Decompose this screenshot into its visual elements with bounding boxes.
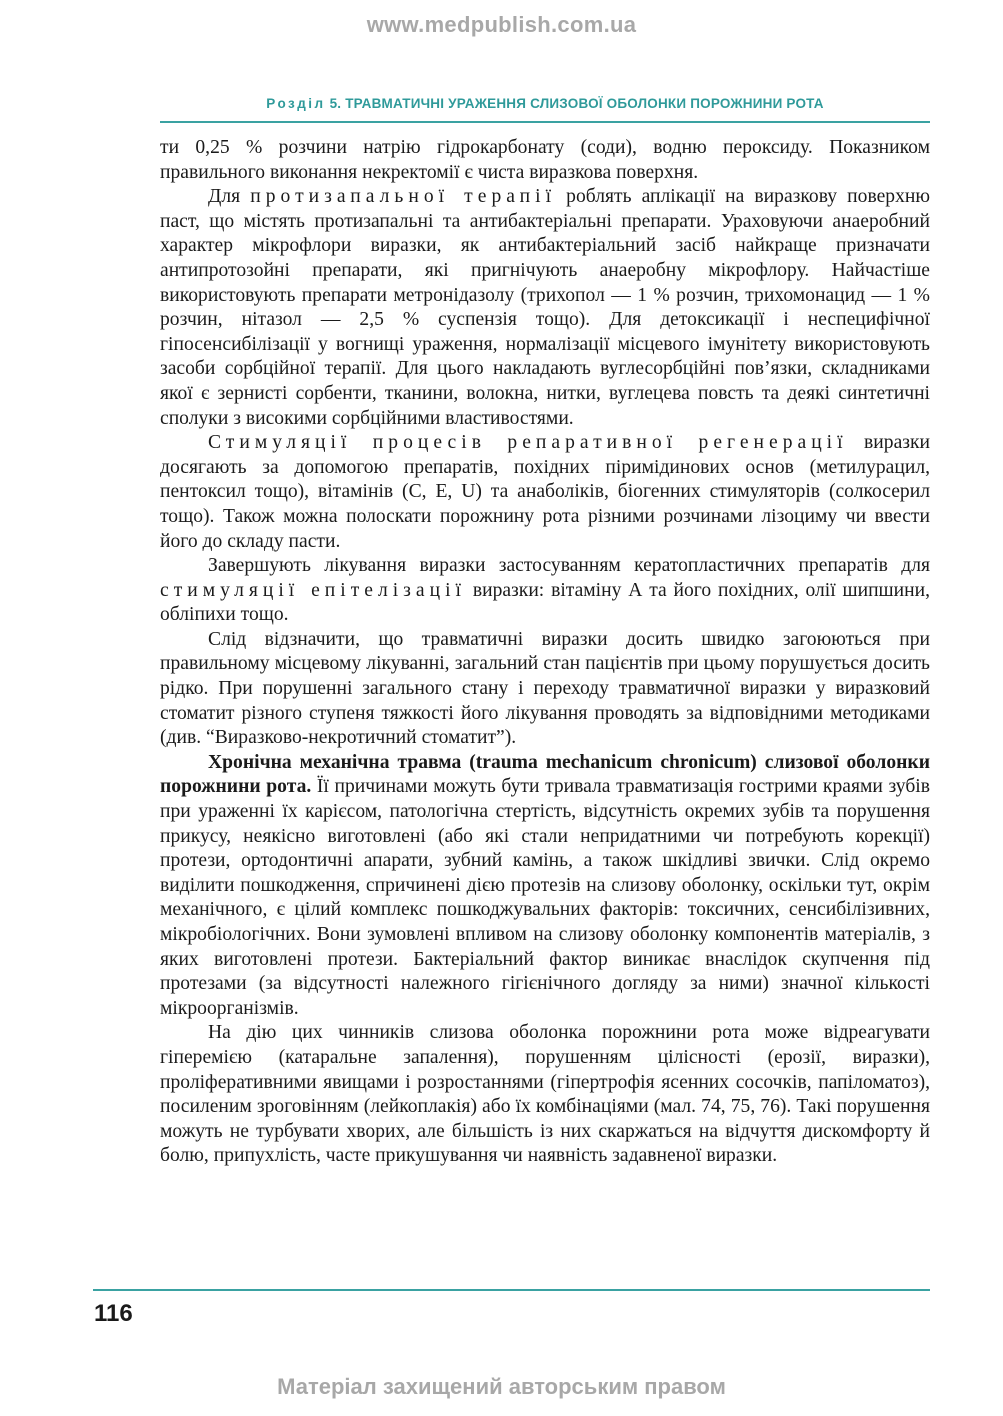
paragraph-4-emphasis: стимуляції епітелізації — [160, 579, 466, 601]
paragraph-3-emphasis: Стимуляції процесів репаративної регенерації — [208, 432, 848, 454]
paragraph-6-heading: Хронічна механічна травма (trauma mechanicum chronicum) слизової оболонки порожнини рота. — [160, 751, 930, 798]
paragraph-3 — [160, 431, 930, 554]
running-head-section-word: Розділ — [266, 96, 326, 111]
paragraph-7: На дію цих чинників слизова оболонка порожнини рота може відреагувати гіперемією (катаральне запалення), порушенням цілісності (ерозії, виразки), проліферативними явищами і розростаннями (гіпертрофія ясенних сосочків, папіломатоз), посиленим зроговінням (лейкоплакія) або їх комбінаціями (мал. 74, 75, 76). Такі порушення можуть не турбувати хворих, але більшість із них скаржаться на відчуття дискомфорту й болю, припухлість, часте прикушування чи наявність задавненої виразки. — [160, 1022, 930, 1167]
paragraph-4 — [160, 554, 930, 628]
paragraph-6 — [160, 751, 930, 1022]
paragraph-4-text: виразки: вітаміну А та його похідних, олії шипшини, обліпихи тощо. — [160, 579, 930, 626]
running-head-title: 5. ТРАВМАТИЧНІ УРАЖЕННЯ СЛИЗОВОЇ ОБОЛОНКИ ПОРОЖНИНИ РОТА — [329, 96, 824, 111]
watermark-top: www.medpublish.com.ua — [366, 12, 637, 37]
running-head — [160, 96, 930, 111]
paragraph-2-text: роблять аплікації на виразкову поверхню паст, що містять протизапальні та антибактеріальні препарати. Ураховуючи анаеробний характер мікрофлори виразки, як антибактеріальний засіб найкраще призначати антипротозойні препарати, які пригнічують анаеробну мікрофлору. Найчастіше використовують препарати метронідазолу (трихопол — 1 % розчин, трихомонацид — 1 % розчин, нітазол — 2,5 % суспензія тощо). Для детоксикації і неспецифічної гіпосенсибілізації у вогнищі ураження, нормалізації місцевого імунітету використовують засоби сорбційної терапії. Для цього накладають вуглесорбційні пов’язки, складниками якої є зернисті сорбенти, тканини, волокна, нитки, вуглецева повсть та деякі синтетичні сполуки з високими сорбційними властивостями. — [160, 186, 931, 429]
body-text — [160, 136, 930, 1169]
page-number: 116 — [94, 1300, 133, 1327]
paragraph-2-lead: Для — [208, 186, 251, 208]
header-divider — [160, 121, 930, 123]
paragraph-2 — [160, 185, 930, 431]
paragraph-2-emphasis: протизапальної терапії — [250, 186, 557, 208]
footer-divider — [93, 1289, 930, 1291]
watermark-bottom: Матеріал захищений авторським правом — [277, 1374, 726, 1399]
paragraph-4-lead: Завершують лікування виразки застосуванням кератопластичних препаратів для — [208, 555, 930, 577]
paragraph-3-text: виразки досягають за допомогою препаратів, похідних піримідинових основ (метилурацил, пентоксил тощо), вітамінів (С, Е, U) та анаболіків, біогенних стимуляторів (солкосерил тощо). Також можна полоскати порожнину рота різними розчинами лізоциму чи ввести його до складу пасти. — [160, 432, 931, 552]
paragraph-1: ти 0,25 % розчини натрію гідрокарбонату (соди), водню пероксиду. Показником правильного виконання некректомії є чиста виразкова поверхня. — [160, 137, 930, 183]
paragraph-5: Слід відзначити, що травматичні виразки досить швидко загоюються при правильному місцевому лікуванні, загальний стан пацієнтів при цьому порушується досить рідко. При порушенні загального стану і переходу травматичної виразки у виразковий стоматит різного ступеня тяжкості його лікування проводять за відповідними методиками (див. “Виразково-некротичний стоматит”). — [160, 628, 930, 749]
paragraph-6-text: Її причинами можуть бути тривала травматизація гострими краями зубів при ураженні їх карієсом, патологічна стертість, відсутність окремих зубів та порушення прикусу, неякісно виготовлені (або які стали непридатними чи потребують корекції) протези, ортодонтичні апарати, зубний камінь, а також шкідливі звички. Слід окремо виділити пошкодження, спричинені дією протезів на слизову оболонку, оскільки тут, окрім механічного, є цілий комплекс пошкоджувальних факторів: токсичних, сенсибілізивних, мікробіологічних. Вони зумовлені впливом на слизову оболонку компонентів матеріалів, з яких виготовлені протези. Бактеріальний фактор виникає внаслідок скупчення під протезами (за відсутності належного гігієнічного догляду за ними) значної кількості мікроорганізмів. — [160, 776, 930, 1019]
